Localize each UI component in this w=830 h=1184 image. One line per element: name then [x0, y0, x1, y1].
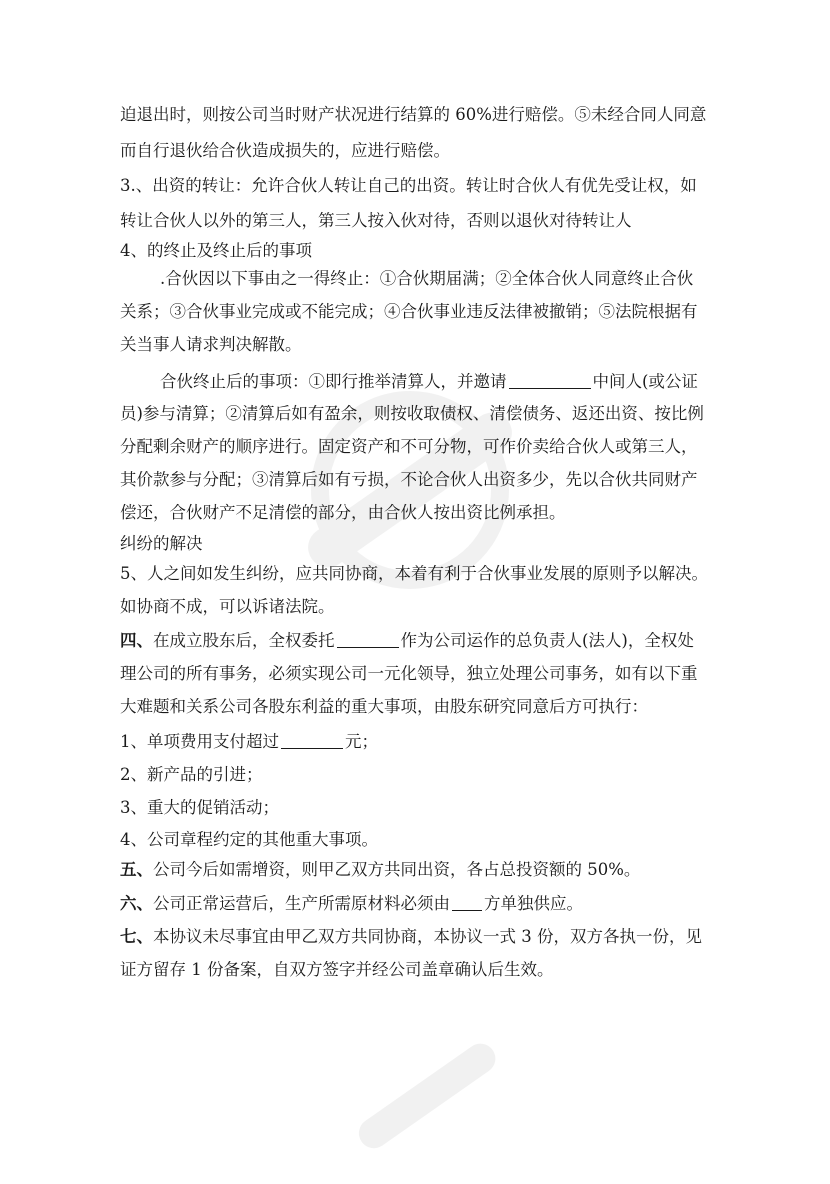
blank-field	[509, 372, 591, 389]
blank-field	[337, 631, 399, 648]
text-segment: 合伙终止后的事项：①即行推举清算人，并邀请	[160, 372, 507, 391]
text-line: 其价款参与分配；③清算后如有亏损，不论合伙人出资多少，先以合伙共同财产	[120, 470, 698, 489]
text-segment: 元；	[345, 732, 378, 751]
text-line: 偿还，合伙财产不足清偿的部分，由合伙人按出资比例承担。	[120, 503, 566, 522]
list-item	[120, 731, 378, 753]
watermark-icon	[330, 1020, 530, 1184]
text-line: 分配剩余财产的顺序进行。固定资产和不可分物，可作价卖给合伙人或第三人，	[120, 437, 698, 456]
clause-number: 四、	[120, 631, 153, 650]
section-heading: 纠纷的解决	[120, 534, 203, 553]
text-line: 理公司的所有事务，必须实现公司一元化领导，独立处理公司事务，如有以下重	[120, 664, 698, 683]
text-line	[160, 371, 698, 393]
clause-number: 七、	[120, 927, 153, 946]
text-segment: 公司正常运营后，生产所需原材料必须由	[153, 894, 450, 913]
text-segment: 在成立股东后，全权委托	[153, 631, 335, 650]
text-segment: 方单独供应。	[484, 894, 583, 913]
text-line	[120, 630, 694, 652]
text-line: 而自行退伙给合伙造成损失的，应进行赔偿。	[120, 141, 450, 160]
list-item: 2、新产品的引进；	[120, 765, 263, 784]
text-segment: 作为公司运作的总负责人(法人)，全权处	[400, 631, 694, 650]
clause-number: 五、	[120, 860, 153, 879]
text-line: 员)参与清算；②清算后如有盈余，则按收取债权、清偿债务、返还出资、按比例	[120, 404, 704, 423]
section-heading: 4、的终止及终止后的事项	[120, 241, 312, 260]
text-line: 3.、出资的转让：允许合伙人转让自己的出资。转让时合伙人有优先受让权，如	[120, 176, 697, 195]
text-line: 转让合伙人以外的第三人，第三人按入伙对待，否则以退伙对待转让人	[120, 211, 632, 230]
text-line: 关系；③合伙事业完成或不能完成；④合伙事业违反法律被撤销；⑤法院根据有	[120, 302, 698, 321]
text-line: 关当事人请求判决解散。	[120, 335, 302, 354]
list-item: 4、公司章程约定的其他重大事项。	[120, 830, 378, 849]
text-line	[120, 893, 583, 915]
text-segment: 1、单项费用支付超过	[120, 732, 279, 751]
text-segment: 本协议未尽事宜由甲乙双方共同协商，本协议一式 3 份，双方各执一份，见	[153, 927, 702, 946]
text-line	[120, 926, 702, 948]
text-segment: 公司今后如需增资，则甲乙双方共同出资，各占总投资额的 50%。	[153, 860, 641, 879]
blank-field	[452, 894, 482, 911]
text-line: 证方留存 1 份备案，自双方签字并经公司盖章确认后生效。	[120, 960, 554, 979]
text-line: 5、人之间如发生纠纷，应共同协商，本着有利于合伙事业发展的原则予以解决。	[120, 564, 708, 583]
clause-number: 六、	[120, 894, 153, 913]
blank-field	[281, 732, 343, 749]
text-line: 大难题和关系公司各股东利益的重大事项，由股东研究同意后方可执行：	[120, 697, 648, 716]
text-line	[120, 859, 640, 881]
text-line: 迫退出时，则按公司当时财产状况进行结算的 60%进行赔偿。⑤未经合同人同意	[120, 105, 707, 124]
text-segment: 中间人(或公证	[592, 372, 698, 391]
text-line: 如协商不成，可以诉诸法院。	[120, 597, 335, 616]
list-item: 3、重大的促销活动；	[120, 798, 279, 817]
text-line: .合伙因以下事由之一得终止：①合伙期届满；②全体合伙人同意终止合伙	[160, 269, 694, 288]
